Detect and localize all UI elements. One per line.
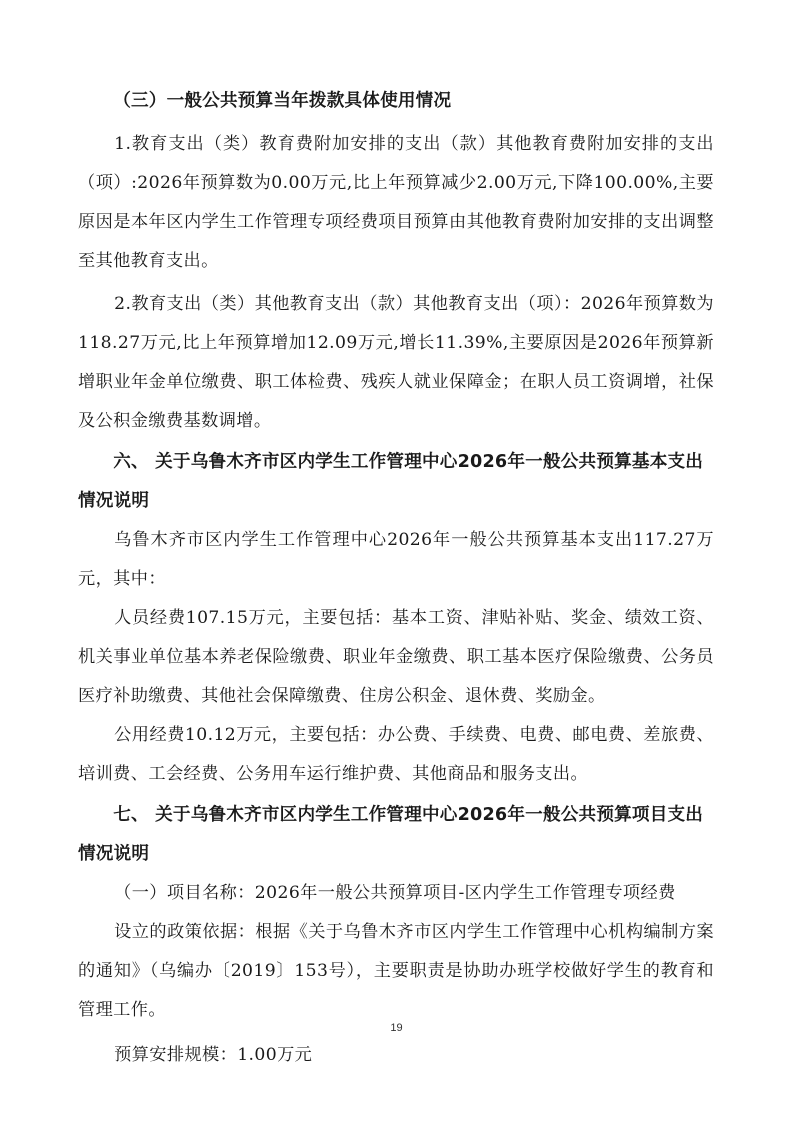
paragraph-item-2: 2.教育支出（类）其他教育支出（款）其他教育支出（项）：2026年预算数为118.27万元,比上年预算增加12.09万元,增长11.39%,主要原因是2026年预算新增职业年金单位缴费、职工体检费、残疾人就业保障金；在职人员工资调增，社保及公积金缴费基数调增。 <box>78 294 714 431</box>
heading-section-7: 七、 关于乌鲁木齐市区内学生工作管理中心2026年一般公共预算项目支出情况说明 <box>78 805 704 864</box>
paragraph-public-expenses: 公用经费10.12万元，主要包括：办公费、手续费、电费、邮电费、差旅费、培训费、工会经费、公务用车运行维护费、其他商品和服务支出。 <box>78 725 714 784</box>
paragraph-policy-basis: 设立的政策依据：根据《关于乌鲁木齐市区内学生工作管理中心机构编制方案的通知》（乌编办〔2019〕153号），主要职责是协助办班学校做好学生的教育和管理工作。 <box>78 922 714 1020</box>
page-number: 19 <box>390 1022 403 1034</box>
heading-section-3: （三）一般公共预算当年拨款具体使用情况 <box>113 91 452 111</box>
paragraph-item-1: 1.教育支出（类）教育费附加安排的支出（款）其他教育费附加安排的支出（项）:2026年预算数为0.00万元,比上年预算减少2.00万元,下降100.00%,主要原因是本年区内学生工作管理专项经费项目预算由其他教育费附加安排的支出调整至其他教育支出。 <box>78 134 714 271</box>
document-body <box>78 82 714 1075</box>
paragraph-project-name: （一）项目名称：2026年一般公共预算项目-区内学生工作管理专项经费 <box>114 883 676 903</box>
paragraph-budget-scale: 预算安排规模：1.00万元 <box>114 1045 313 1065</box>
heading-section-6: 六、 关于乌鲁木齐市区内学生工作管理中心2026年一般公共预算基本支出情况说明 <box>78 452 704 511</box>
paragraph-basic-expenditure: 乌鲁木齐市区内学生工作管理中心2026年一般公共预算基本支出117.27万元，其中： <box>78 530 714 589</box>
paragraph-personnel-expenses: 人员经费107.15万元，主要包括：基本工资、津贴补贴、奖金、绩效工资、机关事业单位基本养老保险缴费、职业年金缴费、职工基本医疗保险缴费、公务员医疗补助缴费、其他社会保障缴费、住房公积金、退休费、奖励金。 <box>78 608 714 706</box>
